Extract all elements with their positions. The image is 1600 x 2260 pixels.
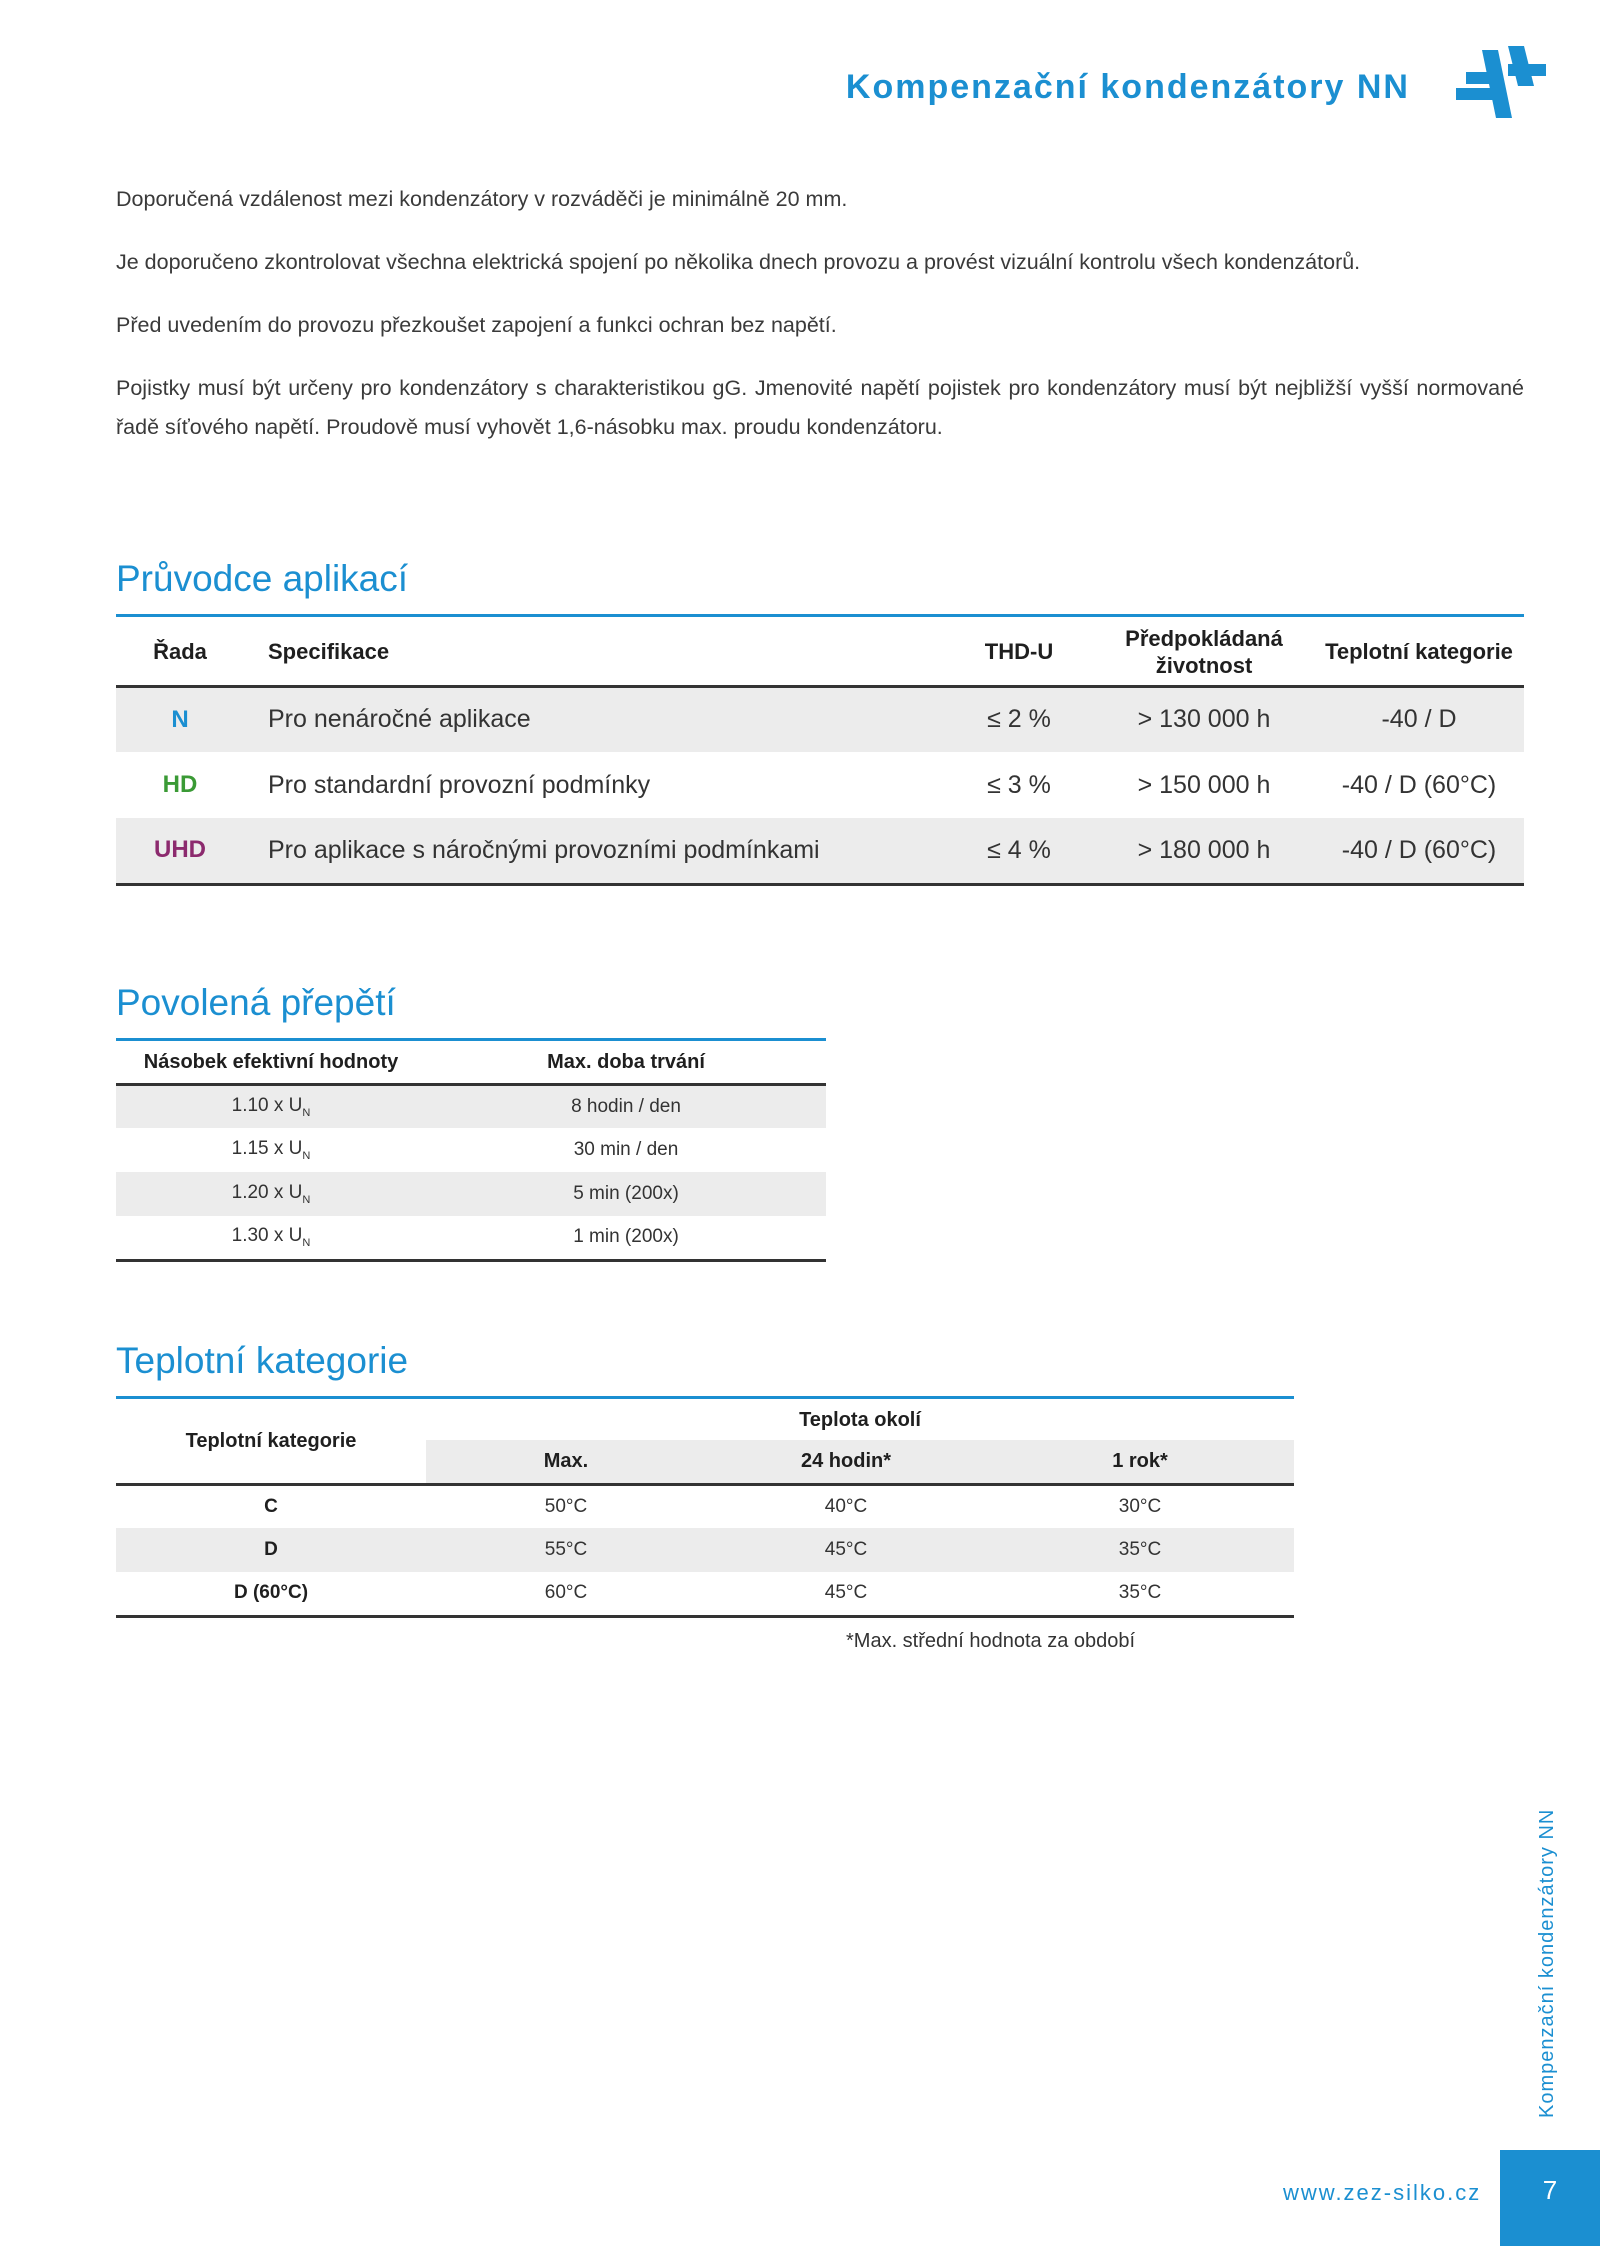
max-temp-cell: 60°C (426, 1572, 706, 1616)
specification-cell: Pro standardní provozní podmínky (268, 770, 651, 799)
column-header: Řada (116, 619, 244, 686)
table-header-row (116, 619, 1524, 686)
table-row (116, 818, 1524, 884)
table-row (116, 686, 1524, 752)
temperature-footnote: *Max. střední hodnota za období (846, 1630, 1136, 1652)
column-header: 24 hodin* (706, 1440, 986, 1484)
series-code: N (116, 686, 244, 752)
table-header-row (116, 1400, 1294, 1440)
lifetime-cell: > 180 000 h (1094, 818, 1314, 884)
side-running-title: Kompenzační kondenzátory NN (1536, 1808, 1558, 2118)
factor-cell: 1.10 x $U_N$ (116, 1084, 426, 1128)
table-row (116, 1216, 826, 1260)
temperature-title: Teplotní kategorie (116, 1340, 409, 1381)
series-code: UHD (116, 818, 244, 884)
max-temp-cell: 50°C (544, 1495, 588, 1517)
company-logo-icon (1452, 42, 1552, 126)
column-header: Předpokládaná životnost (1094, 619, 1314, 686)
lifetime-cell: > 150 000 h (1137, 770, 1271, 799)
year-temp-cell: 35°C (986, 1528, 1294, 1572)
category-cell: C (264, 1495, 278, 1517)
table-header-row (116, 1042, 826, 1084)
column-header: Max. doba trvání (426, 1042, 826, 1084)
specification-cell: Pro aplikace s náročnými provozními podmínkami (244, 818, 944, 884)
column-header: Teplotní kategorie (116, 1400, 426, 1484)
specification-cell: Pro nenáročné aplikace (244, 686, 944, 752)
applications-title: Průvodce aplikací (116, 558, 409, 599)
thd-cell: ≤ 2 % (944, 686, 1094, 752)
category-cell: D (116, 1528, 426, 1572)
day-temp-cell: 40°C (824, 1495, 868, 1517)
category-cell: D (60°C) (116, 1572, 426, 1616)
temperature-category-cell: -40 / D (60°C) (1314, 818, 1524, 884)
duration-cell: 5 min (200x) (426, 1172, 826, 1216)
table-row (116, 1528, 1294, 1572)
max-temp-cell: 55°C (426, 1528, 706, 1572)
intro-paragraph: Je doporučeno zkontrolovat všechna elektrická spojení po několika dnech provozu a provést vizuální kontrolu všech kondenzátorů. (116, 250, 1361, 274)
day-temp-cell: 45°C (706, 1528, 986, 1572)
header-title: Kompenzační kondenzátory NN (845, 68, 1410, 106)
factor-cell: 1.15 x $U_N$ (231, 1138, 311, 1162)
section-divider (116, 1396, 1294, 1399)
column-header: Teplotní kategorie (1314, 619, 1524, 686)
page-number: 7 (1500, 2150, 1600, 2246)
overvoltage-title: Povolená přepětí (116, 982, 396, 1023)
temperature-category-cell: -40 / D (60°C) (1341, 770, 1497, 799)
factor-cell: 1.20 x $U_N$ (116, 1172, 426, 1216)
column-header: Specifikace (244, 619, 944, 686)
table-row (116, 1172, 826, 1216)
column-header: Max. (426, 1440, 706, 1484)
section-divider (116, 1038, 826, 1041)
thd-cell: ≤ 4 % (944, 818, 1094, 884)
temperature-category-cell: -40 / D (1314, 686, 1524, 752)
factor-cell: 1.30 x $U_N$ (116, 1216, 426, 1260)
column-header: 1 rok* (986, 1440, 1294, 1484)
table-row (116, 1084, 826, 1128)
intro-paragraph: Doporučená vzdálenost mezi kondenzátory v rozváděči je minimálně 20 mm. (116, 187, 848, 211)
column-header: Násobek efektivní hodnoty (116, 1042, 426, 1084)
lifetime-cell: > 130 000 h (1094, 686, 1314, 752)
overvoltage-table (116, 1042, 826, 1262)
table-row (116, 1572, 1294, 1616)
intro-paragraph: Před uvedením do provozu přezkoušet zapojení a funkci ochran bez napětí. (116, 313, 837, 337)
thd-cell: ≤ 3 % (987, 770, 1051, 799)
series-code: HD (162, 771, 198, 798)
column-group-header: Teplota okolí (799, 1408, 921, 1431)
table-row (116, 752, 1524, 818)
intro-paragraph: Pojistky musí být určeny pro kondenzátory s charakteristikou gG. Jmenovité napětí pojistek pro kondenzátory musí být nejbližší vyšší normované řadě síťového napětí. Proudově musí vyhovět 1,6-násobku max. proudu kondenzátoru. (116, 376, 1524, 439)
day-temp-cell: 45°C (706, 1572, 986, 1616)
table-row (116, 1128, 826, 1172)
duration-cell: 30 min / den (573, 1139, 679, 1160)
applications-table (116, 619, 1524, 886)
duration-cell: 1 min (200x) (426, 1216, 826, 1260)
intro-text (116, 180, 1524, 471)
website-link[interactable]: www.zez-silko.cz (1283, 2180, 1482, 2205)
column-header: THD-U (944, 619, 1094, 686)
section-divider (116, 614, 1524, 617)
year-temp-cell: 35°C (986, 1572, 1294, 1616)
temperature-table (116, 1400, 1294, 1618)
duration-cell: 8 hodin / den (426, 1084, 826, 1128)
table-row (116, 1484, 1294, 1528)
year-temp-cell: 30°C (1118, 1495, 1162, 1517)
